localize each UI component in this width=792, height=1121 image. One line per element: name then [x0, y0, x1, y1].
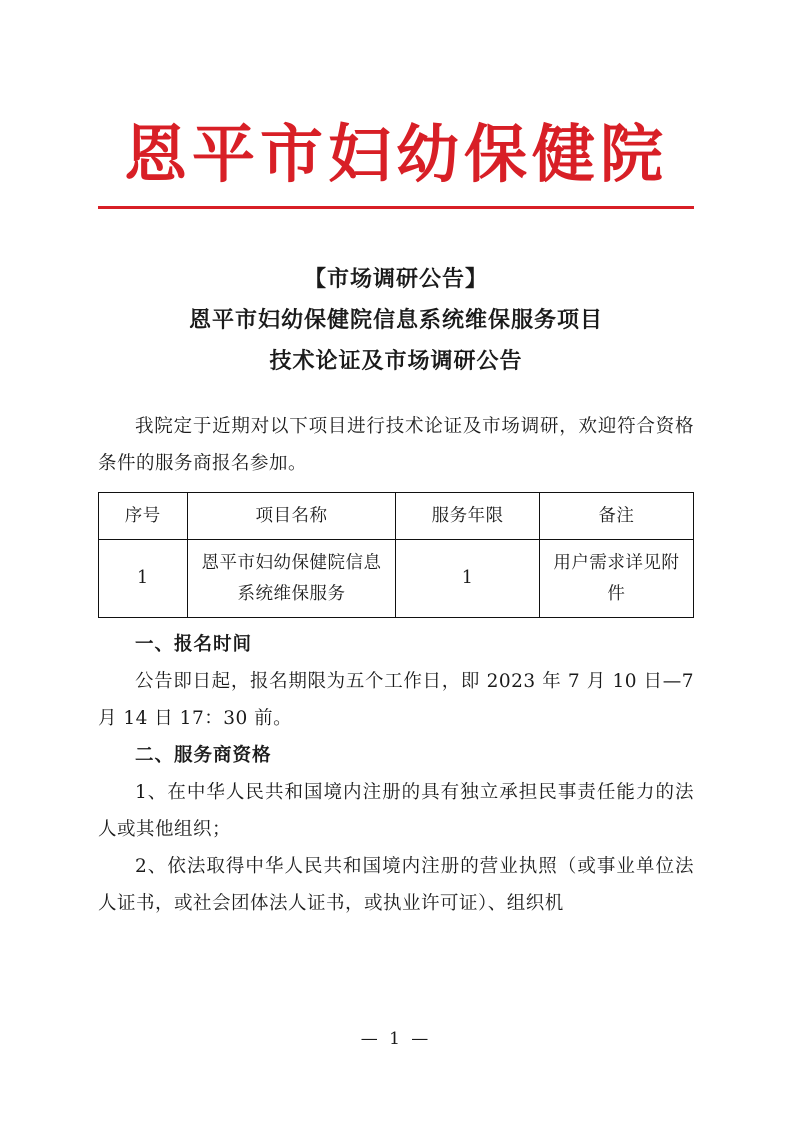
- table-cell-service-years: 1: [396, 540, 539, 618]
- section-paragraph-qualification-1: 1、在中华人民共和国境内注册的具有独立承担民事责任能力的法人或其他组织；: [98, 782, 694, 841]
- project-table-wrapper: [98, 492, 694, 619]
- organization-title: 恩平市妇幼保健院: [124, 117, 668, 191]
- section-paragraph-qualification-2: 2、依法取得中华人民共和国境内注册的营业执照（或事业单位法人证书，或社会团体法人证书，或执业许可证）、组织机: [98, 856, 694, 915]
- table-cell-note: 用户需求详见附件: [539, 540, 693, 618]
- document-title-line-2: 恩平市妇幼保健院信息系统维保服务项目: [188, 307, 603, 334]
- section-heading-registration-time: 一、报名时间: [135, 634, 253, 656]
- document-title-line-1: 【市场调研公告】: [303, 266, 488, 293]
- document-title-line-3: 技术论证及市场调研公告: [269, 347, 523, 374]
- letterhead: [98, 0, 694, 209]
- table-header-project-name: 项目名称: [187, 492, 396, 540]
- table-header-no: 序号: [99, 492, 188, 540]
- document-body: [98, 408, 694, 923]
- table-cell-no: 1: [99, 540, 188, 618]
- table-row: [99, 540, 694, 618]
- section-heading-supplier-qualification: 二、服务商资格: [135, 745, 272, 767]
- page-number: — 1 —: [360, 1029, 432, 1049]
- section-paragraph-registration-time: 公告即日起，报名期限为五个工作日，即 2023 年 7 月 10 日—7 月 14 日 17：30 前。: [98, 671, 694, 730]
- intro-paragraph: 我院定于近期对以下项目进行技术论证及市场调研，欢迎符合资格条件的服务商报名参加。: [98, 415, 694, 474]
- document-title: [98, 259, 694, 381]
- table-header-note: 备注: [539, 492, 693, 540]
- table-header-service-years: 服务年限: [396, 492, 539, 540]
- letterhead-divider: [98, 206, 694, 209]
- project-table: [98, 492, 694, 619]
- table-cell-project-name: 恩平市妇幼保健院信息系统维保服务: [187, 540, 396, 618]
- table-header-row: [99, 492, 694, 540]
